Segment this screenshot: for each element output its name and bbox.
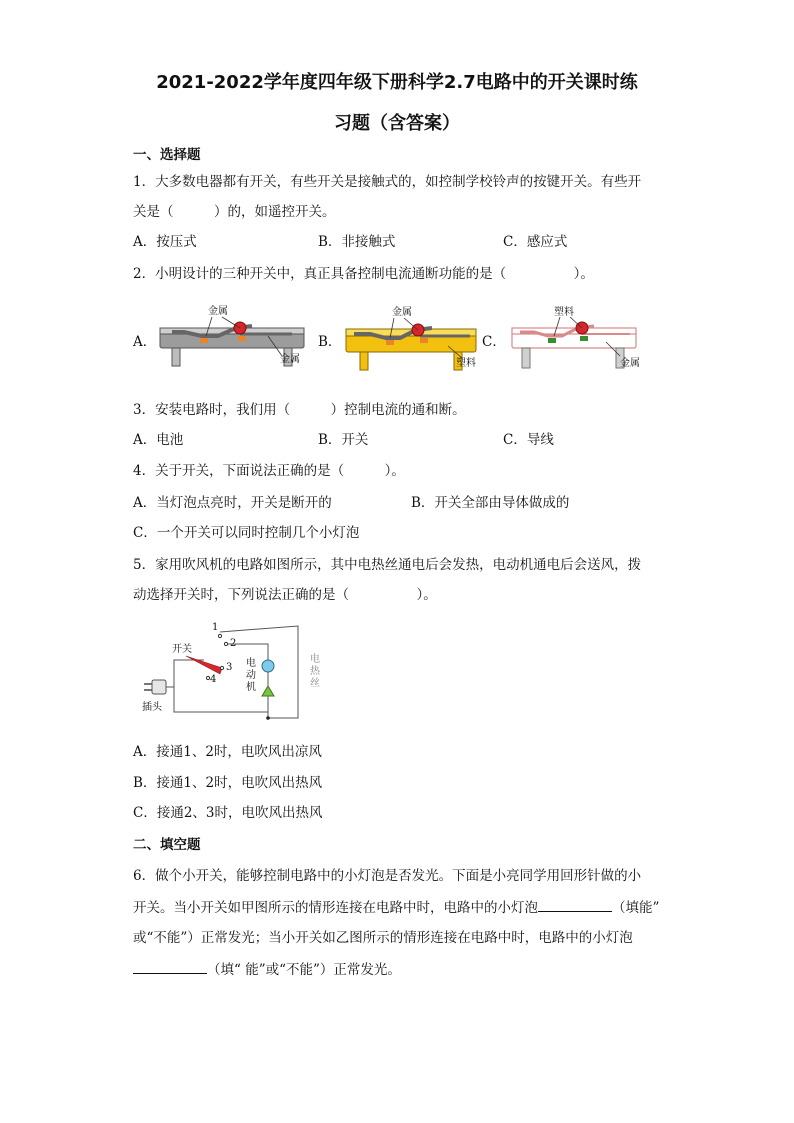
motor-char-3: 机 xyxy=(246,682,256,693)
circuit-label-heater xyxy=(310,654,320,690)
q5-hairdryer-circuit-diagram xyxy=(138,622,338,726)
motor-char-1: 电 xyxy=(246,658,256,669)
heater-char-3: 丝 xyxy=(310,678,320,689)
heater-char-1: 电 xyxy=(310,654,320,665)
q1-option-c: C．感应式 xyxy=(503,234,568,250)
page-title-line2: 习题（含答案） xyxy=(334,113,460,134)
q6-text-line2-b: （填能” xyxy=(612,900,660,916)
q3-option-a: A．电池 xyxy=(133,432,184,448)
fig-c-label-metal: 金属 xyxy=(620,358,640,369)
q2-text-line1: 2．小明设计的三种开关中，真正具备控制电流通断功能的是（ ）。 xyxy=(133,266,594,282)
q2-figure-c-switch xyxy=(508,298,654,374)
q4-text-line1: 4．关于开关，下面说法正确的是（ ）。 xyxy=(133,463,405,479)
q6-blank-1[interactable] xyxy=(538,897,612,912)
heater-char-2: 热 xyxy=(310,666,320,677)
q6-text-line1: 6．做个小开关，能够控制电路中的小灯泡是否发光。下面是小亮同学用回形针做的小 xyxy=(133,868,642,884)
q5-text-line2: 动选择开关时，下列说法正确的是（ ）。 xyxy=(133,587,437,603)
circuit-contact-1: 1 xyxy=(212,622,219,633)
fig-c-label-plastic: 塑料 xyxy=(554,307,574,318)
q6-text-line4-text: （填“ 能”或“不能”）正常发光。 xyxy=(207,962,401,978)
q6-text-line2-a: 开关。当小开关如甲图所示的情形连接在电路中时，电路中的小灯泡 xyxy=(133,900,538,916)
circuit-contact-2: 2 xyxy=(230,638,237,649)
q2-option-c: C． xyxy=(482,334,506,350)
circuit-label-plug: 插头 xyxy=(142,702,162,713)
q6-text-line4 xyxy=(133,959,401,980)
q1-text-line1: 1．大多数电器都有开关，有些开关是接触式的，如控制学校铃声的按键开关。有些开 xyxy=(133,174,642,190)
fig-a-label-metal-top: 金属 xyxy=(208,306,228,317)
fig-b-label-plastic: 塑料 xyxy=(456,358,476,369)
q2-option-b: B． xyxy=(318,334,342,350)
section-heading-choice: 一、选择题 xyxy=(133,147,201,163)
q5-option-c: C．接通2、3时，电吹风出热风 xyxy=(133,805,323,821)
q5-text-line1: 5．家用吹风机的电路如图所示，其中电热丝通电后会发热，电动机通电后会送风，拨 xyxy=(133,557,642,573)
circuit-contact-3: 3 xyxy=(226,662,233,673)
q6-blank-2[interactable] xyxy=(133,959,207,974)
q3-option-b: B．开关 xyxy=(318,432,369,448)
q1-text-line2: 关是（ ）的，如遥控开关。 xyxy=(133,204,336,220)
q3-option-c: C．导线 xyxy=(503,432,554,448)
circuit-contact-4: 4 xyxy=(210,674,217,685)
q6-text-line3: 或“不能”）正常发光；当小开关如乙图所示的情形连接在电路中时，电路中的小灯泡 xyxy=(133,930,633,946)
q2-option-a: A． xyxy=(133,334,157,350)
q4-option-b: B．开关全部由导体做成的 xyxy=(411,495,570,511)
q5-option-a: A．接通1、2时，电吹风出凉风 xyxy=(133,744,322,760)
q3-text-line1: 3．安装电路时，我们用（ ）控制电流的通和断。 xyxy=(133,402,466,418)
q6-text-line2 xyxy=(133,897,659,918)
q1-option-a: A．按压式 xyxy=(133,234,197,250)
q4-option-c: C．一个开关可以同时控制几个小灯泡 xyxy=(133,525,360,541)
q4-option-a: A．当灯泡点亮时，开关是断开的 xyxy=(133,495,332,511)
q1-option-b: B．非接触式 xyxy=(318,234,396,250)
circuit-label-switch: 开关 xyxy=(172,644,192,655)
page-title-line1: 2021-2022学年度四年级下册科学2.7电路中的开关课时练 xyxy=(156,72,638,93)
q5-option-b: B．接通1、2时，电吹风出热风 xyxy=(133,775,323,791)
circuit-label-motor xyxy=(246,658,256,694)
section-heading-fill-blank: 二、填空题 xyxy=(133,837,201,853)
q2-figure-b-switch xyxy=(340,298,490,374)
q2-figure-a-switch xyxy=(156,298,308,372)
fig-b-label-metal: 金属 xyxy=(392,307,412,318)
fig-a-label-metal-bottom: 金属 xyxy=(280,354,300,365)
motor-char-2: 动 xyxy=(246,670,256,681)
